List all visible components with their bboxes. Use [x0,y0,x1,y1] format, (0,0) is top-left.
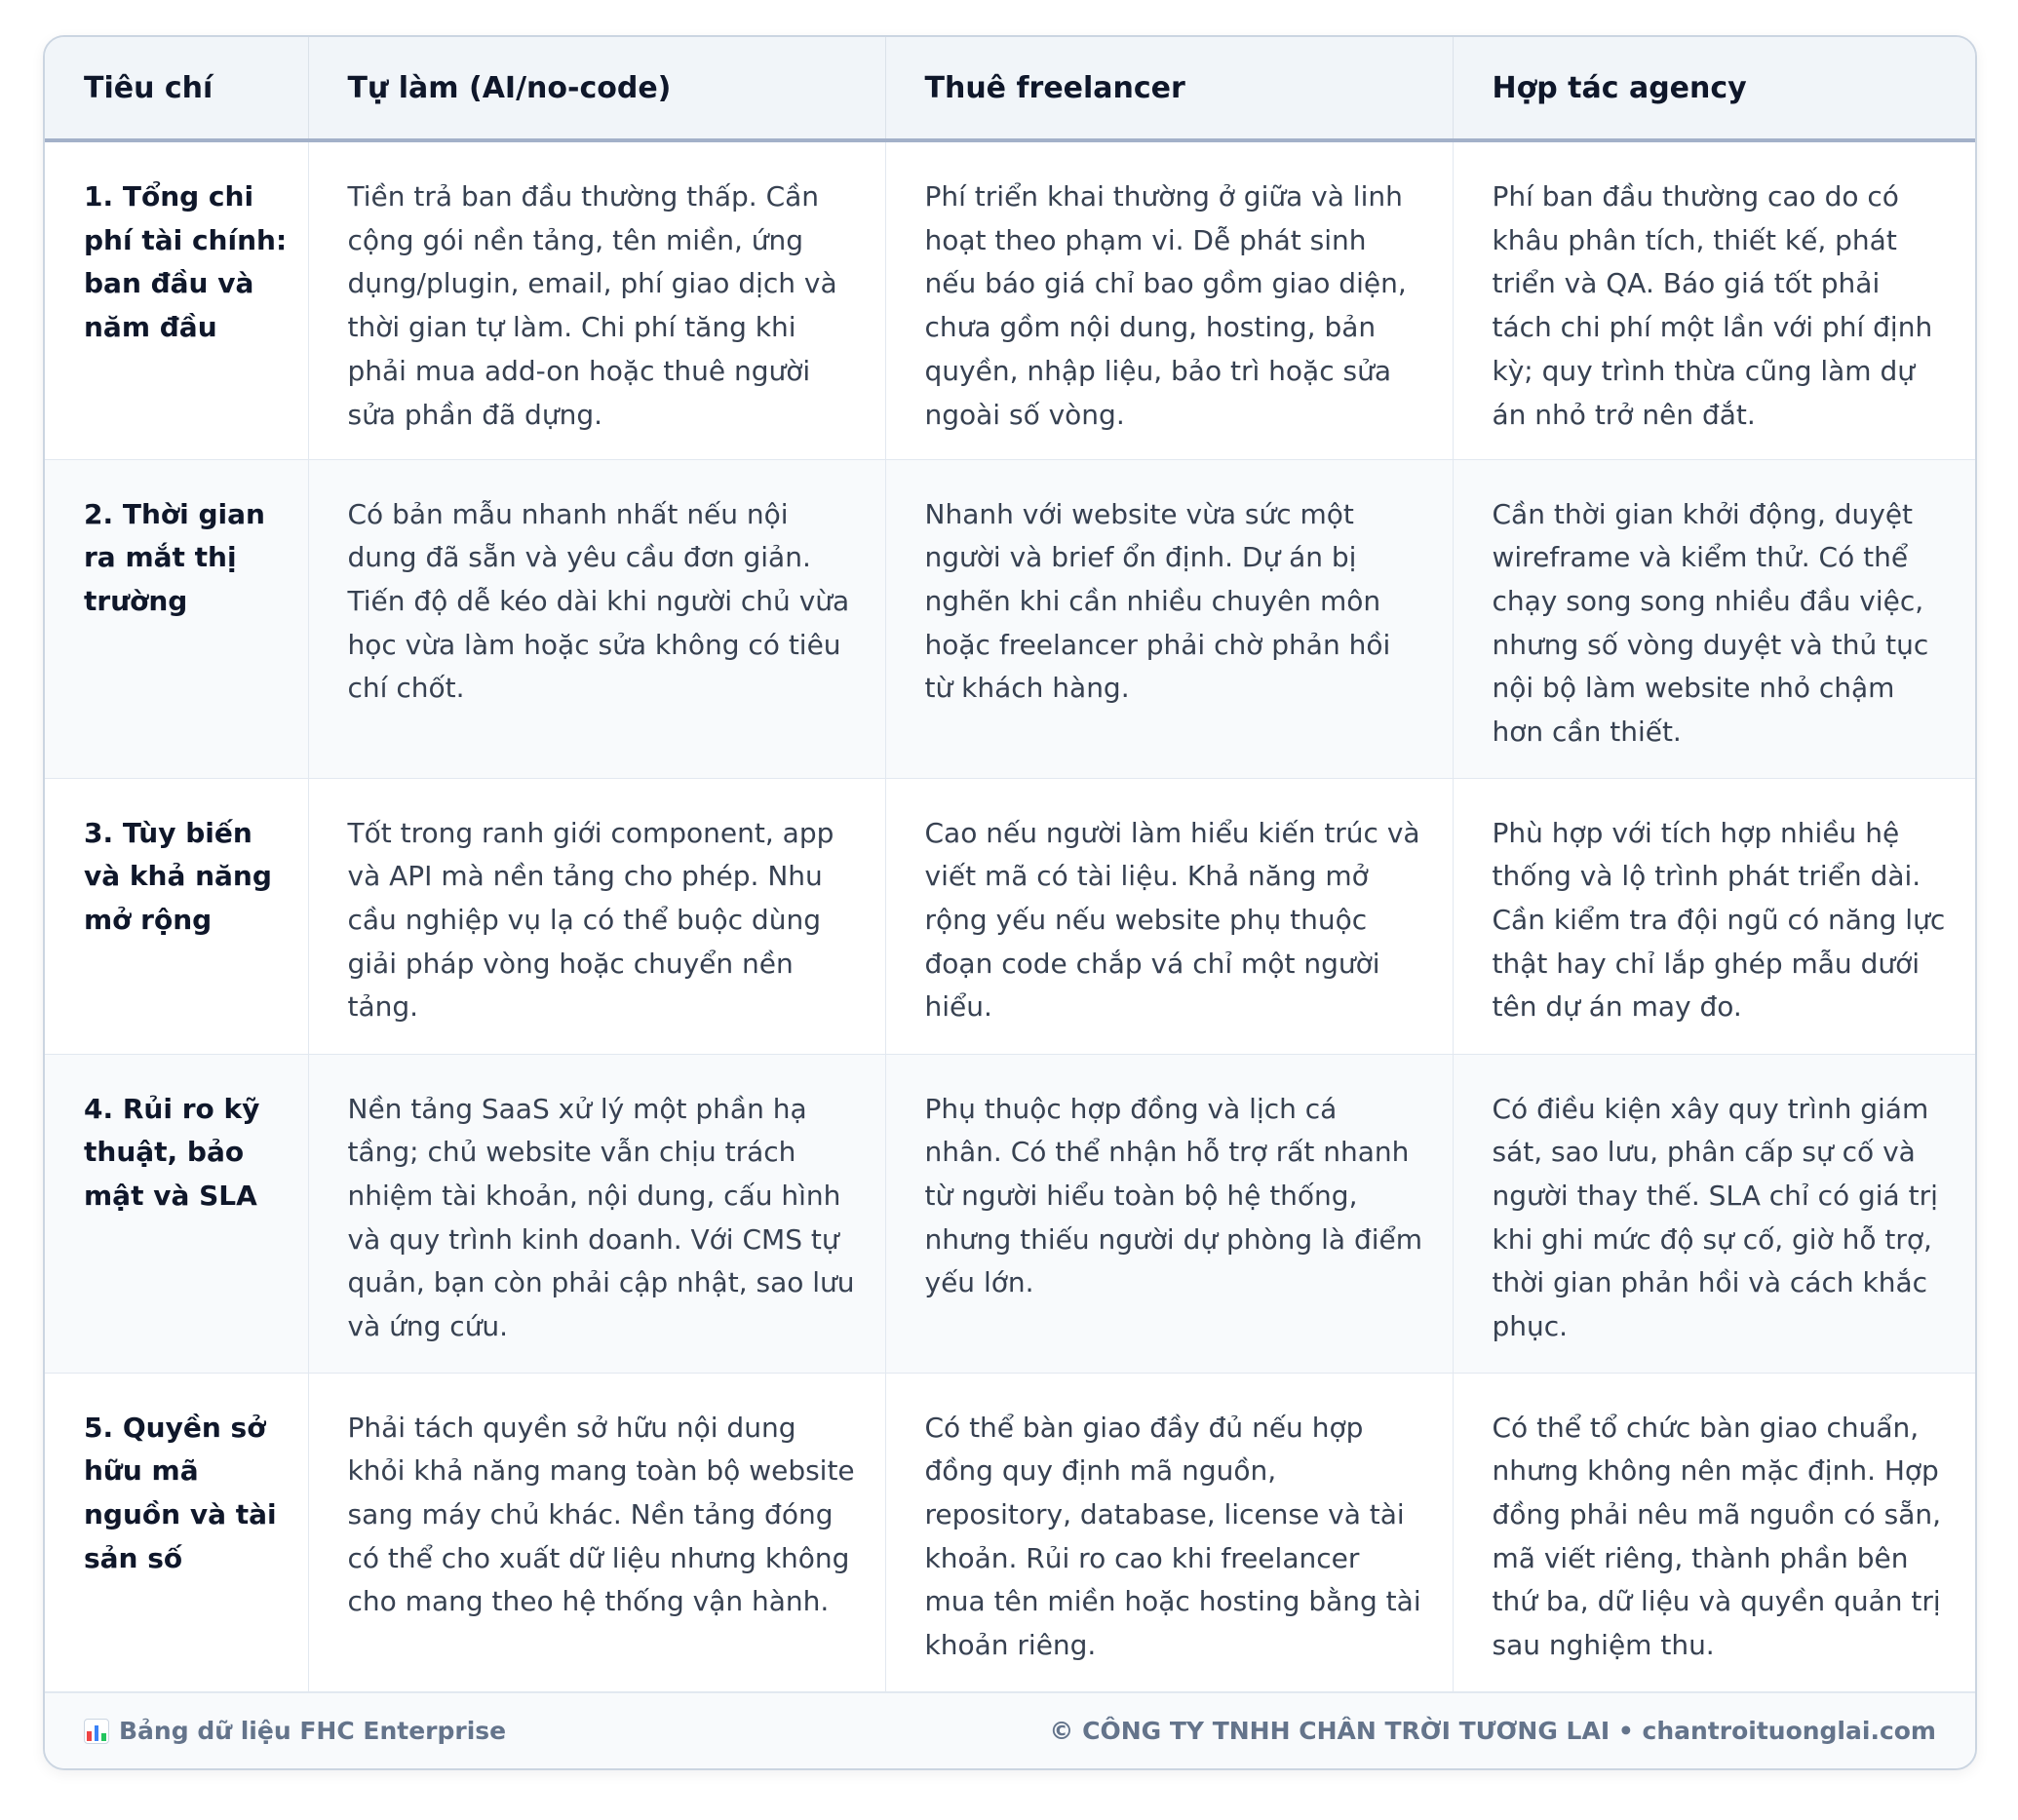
table-footer [45,1692,1975,1768]
freelancer-cell: Cao nếu người làm hiểu kiến trúc và viết mã có tài liệu. Khả năng mở rộng yếu nếu website phụ thuộc đoạn code chắp vá chỉ một người hiểu. [885,778,1453,1054]
table-row [45,140,1975,459]
bar-chart-icon [84,1719,109,1744]
criterion-cell: 4. Rủi ro kỹ thuật, bảo mật và SLA [45,1054,308,1373]
diy-cell: Nền tảng SaaS xử lý một phần hạ tầng; chủ website vẫn chịu trách nhiệm tài khoản, nội dung, cấu hình và quy trình kinh doanh. Với CMS tự quản, bạn còn phải cập nhật, sao lưu và ứng cứu. [308,1054,885,1373]
header-criteria: Tiêu chí [45,37,308,140]
table-header [45,37,1975,140]
freelancer-cell: Phí triển khai thường ở giữa và linh hoạt theo phạm vi. Dễ phát sinh nếu báo giá chỉ bao gồm giao diện, chưa gồm nội dung, hosting, bản quyền, nhập liệu, bảo trì hoặc sửa ngoài số vòng. [885,140,1453,459]
header-diy: Tự làm (AI/no-code) [308,37,885,140]
footer-source [84,1717,506,1745]
agency-cell: Phí ban đầu thường cao do có khâu phân tích, thiết kế, phát triển và QA. Báo giá tốt phải tách chi phí một lần với phí định kỳ; quy trình thừa cũng làm dự án nhỏ trở nên đắt. [1453,140,1975,459]
criterion-cell: 5. Quyền sở hữu mã nguồn và tài sản số [45,1373,308,1691]
header-agency: Hợp tác agency [1453,37,1975,140]
diy-cell: Tốt trong ranh giới component, app và API mà nền tảng cho phép. Nhu cầu nghiệp vụ lạ có thể buộc dùng giải pháp vòng hoặc chuyển nền tảng. [308,778,885,1054]
comparison-table [45,37,1975,1692]
diy-cell: Tiền trả ban đầu thường thấp. Cần cộng gói nền tảng, tên miền, ứng dụng/plugin, email, phí giao dịch và thời gian tự làm. Chi phí tăng khi phải mua add-on hoặc thuê người sửa phần đã dựng. [308,140,885,459]
criterion-cell: 1. Tổng chi phí tài chính: ban đầu và năm đầu [45,140,308,459]
footer-source-text: Bảng dữ liệu FHC Enterprise [119,1717,507,1745]
agency-cell: Phù hợp với tích hợp nhiều hệ thống và lộ trình phát triển dài. Cần kiểm tra đội ngũ có năng lực thật hay chỉ lắp ghép mẫu dưới tên dự án may đo. [1453,778,1975,1054]
table-body [45,140,1975,1691]
header-row [45,37,1975,140]
table-row [45,1054,1975,1373]
comparison-card [43,35,1977,1770]
agency-cell: Có thể tổ chức bàn giao chuẩn, nhưng không nên mặc định. Hợp đồng phải nêu mã nguồn có sẵn, mã viết riêng, thành phần bên thứ ba, dữ liệu và quyền quản trị sau nghiệm thu. [1453,1373,1975,1691]
table-row [45,459,1975,778]
agency-cell: Cần thời gian khởi động, duyệt wireframe và kiểm thử. Có thể chạy song song nhiều đầu việc, nhưng số vòng duyệt và thủ tục nội bộ làm website nhỏ chậm hơn cần thiết. [1453,459,1975,778]
footer-copyright: © CÔNG TY TNHH CHÂN TRỜI TƯƠNG LAI • chantroituonglai.com [1049,1717,1936,1745]
agency-cell: Có điều kiện xây quy trình giám sát, sao lưu, phân cấp sự cố và người thay thế. SLA chỉ có giá trị khi ghi mức độ sự cố, giờ hỗ trợ, thời gian phản hồi và cách khắc phục. [1453,1054,1975,1373]
table-row [45,1373,1975,1691]
freelancer-cell: Nhanh với website vừa sức một người và brief ổn định. Dự án bị nghẽn khi cần nhiều chuyên môn hoặc freelancer phải chờ phản hồi từ khách hàng. [885,459,1453,778]
table-row [45,778,1975,1054]
diy-cell: Có bản mẫu nhanh nhất nếu nội dung đã sẵn và yêu cầu đơn giản. Tiến độ dễ kéo dài khi người chủ vừa học vừa làm hoặc sửa không có tiêu chí chốt. [308,459,885,778]
criterion-cell: 3. Tùy biến và khả năng mở rộng [45,778,308,1054]
criterion-cell: 2. Thời gian ra mắt thị trường [45,459,308,778]
freelancer-cell: Có thể bàn giao đầy đủ nếu hợp đồng quy định mã nguồn, repository, database, license và tài khoản. Rủi ro cao khi freelancer mua tên miền hoặc hosting bằng tài khoản riêng. [885,1373,1453,1691]
header-freelancer: Thuê freelancer [885,37,1453,140]
diy-cell: Phải tách quyền sở hữu nội dung khỏi khả năng mang toàn bộ website sang máy chủ khác. Nền tảng đóng có thể cho xuất dữ liệu nhưng không cho mang theo hệ thống vận hành. [308,1373,885,1691]
freelancer-cell: Phụ thuộc hợp đồng và lịch cá nhân. Có thể nhận hỗ trợ rất nhanh từ người hiểu toàn bộ hệ thống, nhưng thiếu người dự phòng là điểm yếu lớn. [885,1054,1453,1373]
